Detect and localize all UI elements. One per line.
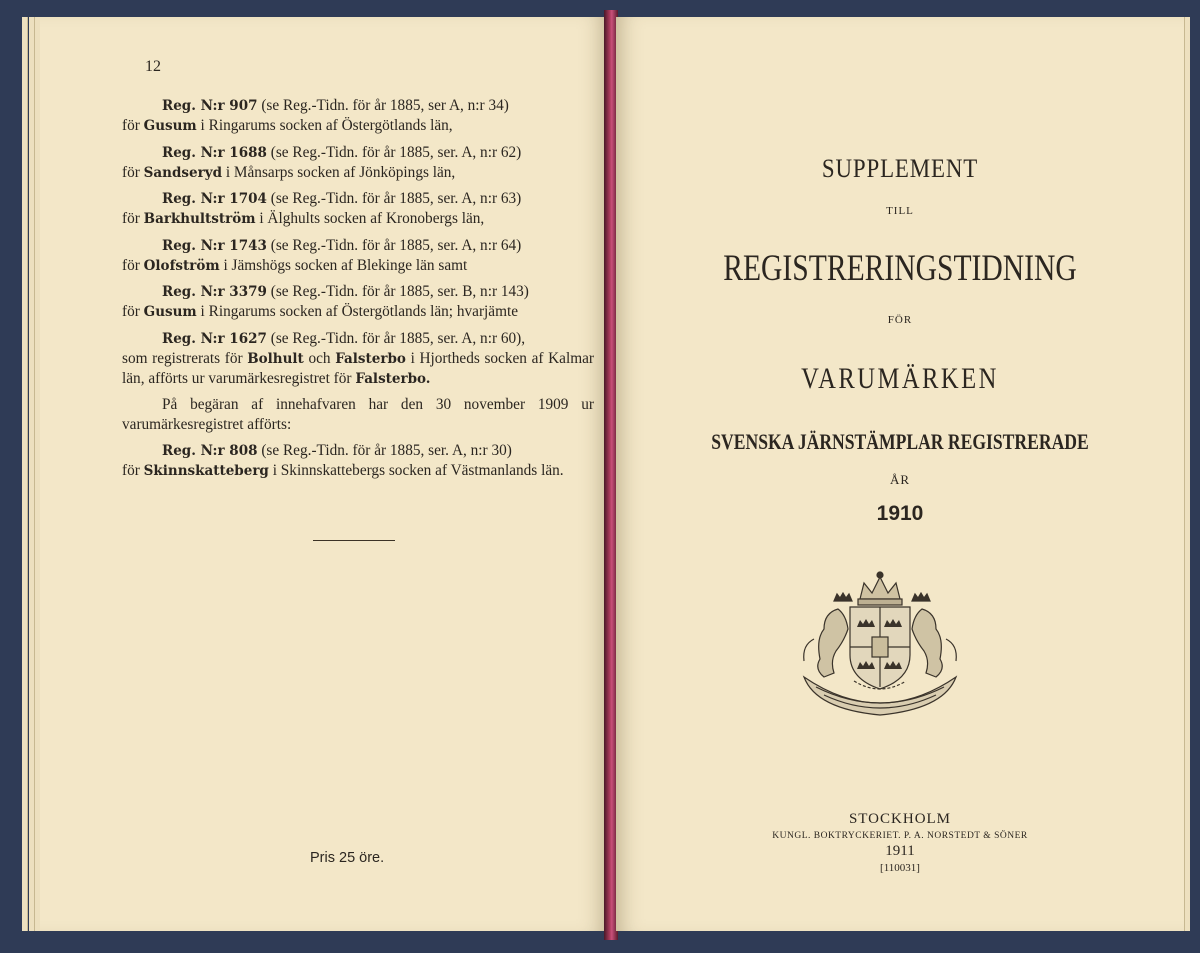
reg-number: Reg. N:r 3379 [162,284,267,300]
print-year: 1911 [885,843,915,859]
entry-text: i Skinnskattebergs socken af Västmanlands län. [272,462,564,479]
left-page-edge [22,17,28,931]
reg-number: Reg. N:r 1688 [162,144,267,161]
main-title: REGISTRERINGSTIDNING [723,248,1077,289]
entry [122,236,594,276]
reg-number: Reg. N:r 907 [162,98,258,114]
print-code: [110031] [880,862,920,874]
place-name: Bolhult [247,350,304,367]
entry-text: i Ringarums socken af Östergötlands län, [200,117,453,134]
entry-prefix: för [122,210,140,227]
reg-reference: (se Reg.-Tidn. för år 1885, ser. A, n:r 64) [270,236,522,254]
reg-reference: (se Reg.-Tidn. för år 1885, ser. B, n:r 143) [270,283,529,300]
reg-number: Reg. N:r 808 [162,443,258,459]
swedish-coat-of-arms-icon [794,569,966,719]
entry-text: och [308,349,331,367]
paragraph: På begäran af innehafvaren har den 30 november 1909 ur varumärkesregistret afförts: [122,396,594,433]
reg-reference: (se Reg.-Tidn. för år 1885, ser. A, n:r 63) [270,190,522,207]
right-page [616,17,1184,931]
entry-prefix: för [122,256,140,274]
entry-text: i Älghults socken af Kronobergs län, [259,210,485,227]
place-name: Skinnskatteberg [143,463,269,479]
till-label: TILL [886,205,914,217]
year-label: ÅR [889,472,911,487]
year: 1910 [876,502,924,525]
place-name: Falsterbo. [355,370,431,387]
reg-reference: (se Reg.-Tidn. för år 1885, ser. A, n:r 62) [270,143,522,161]
for-label: FÖR [887,314,913,326]
entry [122,143,594,183]
right-page-edge [1184,17,1190,931]
divider [313,540,395,541]
left-page [40,17,606,931]
entry-prefix: för [122,163,140,181]
reg-number: Reg. N:r 1704 [162,191,267,207]
entry-text: i Månsarps socken af Jönköpings län, [225,163,456,181]
entry [122,282,594,322]
printer: KUNGL. BOKTRYCKERIET. P. A. NORSTEDT & SÖNER [772,831,1028,841]
entry-prefix: för [122,462,140,479]
page-number: 12 [145,58,161,75]
entry [122,96,594,136]
place-name: Olofström [143,257,220,274]
subtitle: SVENSKA JÄRNSTÄMPLAR REGISTRERADE [711,429,1089,454]
place-name: Falsterbo [335,350,406,367]
entry-prefix: för [122,303,140,320]
reg-number: Reg. N:r 1627 [162,330,267,347]
reg-reference: (se Reg.-Tidn. för år 1885, ser. A, n:r 30) [261,442,512,459]
place-name: Gusum [143,118,197,134]
supplement-heading: SUPPLEMENT [821,154,979,183]
reg-number: Reg. N:r 1743 [162,237,267,254]
entry-prefix: för [122,117,140,134]
place-name: Barkhultström [143,211,256,227]
place-name: Sandseryd [143,164,223,181]
entry-text: i Jämshögs socken af Blekinge län samt [223,256,468,274]
entry [122,441,594,481]
place-name: Gusum [143,304,197,320]
entries-list [122,96,594,488]
varumarken-title: VARUMÄRKEN [801,362,999,395]
entry-text: i Ringarums socken af Östergötlands län; hvarjämte [200,303,519,320]
entry-text: som registrerats för [122,349,243,367]
reg-reference: (se Reg.-Tidn. för år 1885, ser. A, n:r 60), [270,329,526,347]
price-label: Pris 25 öre. [310,850,385,866]
entry-text: i Hjortheds socken af Kalmar län, afförts ur varumärkesregistret för [122,349,594,387]
entry [122,189,594,229]
entry [122,329,594,389]
reg-reference: (se Reg.-Tidn. för år 1885, ser A, n:r 34) [261,97,509,114]
city: STOCKHOLM [848,811,952,827]
